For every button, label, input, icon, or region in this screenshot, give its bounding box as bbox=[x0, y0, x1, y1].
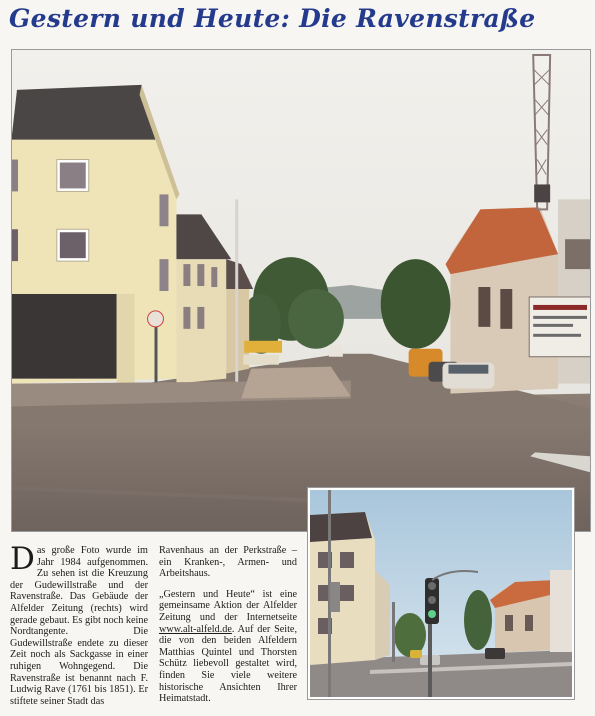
article-col2-text-a: „Gestern und Heute“ ist eine gemeinsame Aktion der Alfelder Zeitung und der Internetseite bbox=[159, 588, 297, 623]
headline: Gestern und Heute: Die Ravenstraße bbox=[9, 4, 536, 33]
small-photo-today bbox=[308, 488, 574, 699]
article-col2-paragraph-2 bbox=[159, 589, 297, 705]
article-col2-paragraph-1: Ravenhaus an der Perkstraße – ein Kranken-, Armen- und Arbeitshaus. bbox=[159, 545, 297, 580]
article-col1-text: as große Foto wurde im Jahr 1984 aufgenommen. Zu sehen ist die Kreuzung der Gudewillstraße und der Ravenstraße. Das Gebäude der Alfelder Zeitung (rechts) wird gerade gebaut. Es gibt noch keine Nordtangente. Die Gudewillstraße endete zu dieser Zeit noch als Sackgasse in einer ruhigen Wohngegend. Die Ravenstraße ist benannt nach F. Ludwig Rave (1761 bis 1851). Er stiftete seiner Stadt das bbox=[10, 545, 148, 707]
drop-cap-letter: D bbox=[10, 541, 35, 577]
article-column-2 bbox=[159, 545, 297, 714]
article-column-1 bbox=[10, 541, 148, 716]
main-photo-1984 bbox=[11, 49, 591, 532]
article-col2-text-b: . Auf der Seite, die von den beiden Alfeldern Matthias Quintel und Thorsten Schütz liebevoll gestaltet wird, finden Sie viele weitere historische Ansichten Ihrer Heimatstadt. bbox=[159, 623, 297, 705]
website-link[interactable]: www.alt-alfeld.de bbox=[159, 623, 232, 635]
